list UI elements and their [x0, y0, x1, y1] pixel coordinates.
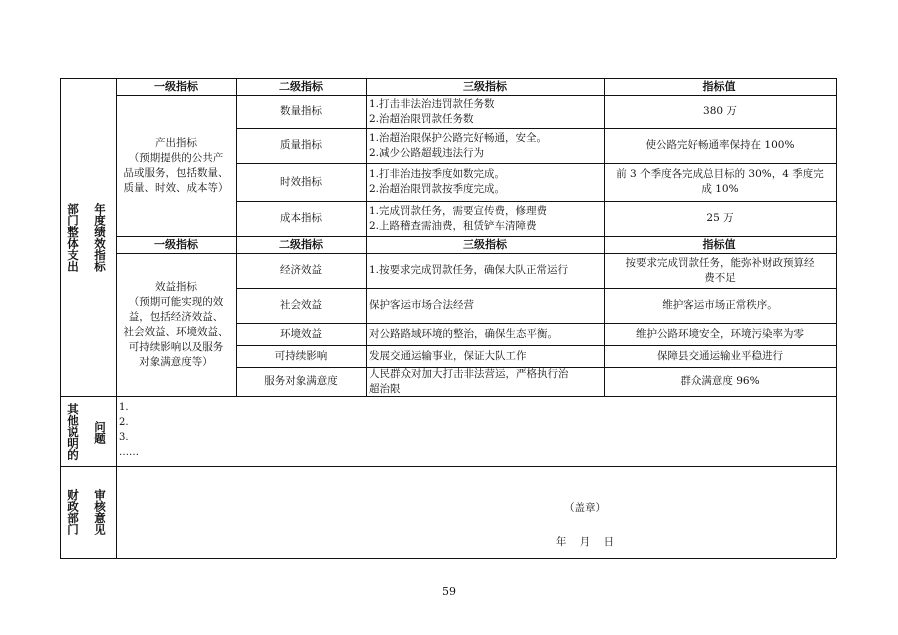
benefit-value-cell: 群众满意度 96%: [680, 375, 760, 387]
output-level3-cell: 1.完成罚款任务，需要宣传费，修理费 2.上路稽查需油费，租赁铲车清障费: [369, 204, 548, 232]
benefit-level3-cell: 发展交通运输事业，保证大队工作: [369, 349, 527, 362]
page-number: 59: [442, 585, 456, 598]
benefit-value-cell: 维护公路环境安全，环境污染率为零: [636, 327, 804, 340]
output-level3-cell: 1.打非治违按季度如数完成。 2.治超治限罚款按季度完成。: [369, 168, 506, 195]
output-level3-cell: 1.打击非法治违罚款任务数 2.治超治限罚款任务数: [369, 97, 495, 125]
benefit-level3-cell: 保护客运市场合法经营: [369, 299, 474, 311]
header-level1-2: 一级指标: [154, 238, 198, 251]
note-item: ……: [119, 447, 139, 458]
note-item: 2.: [119, 417, 129, 428]
output-value-cell: 使公路完好畅通率保持在 100%: [645, 139, 795, 151]
benefit-level2-cell: 环境效益: [280, 327, 322, 340]
benefit-level2-cell: 可持续影响: [274, 349, 328, 362]
header-level1: 一级指标: [154, 80, 198, 93]
header-level3: 三级指标: [463, 80, 507, 93]
header-level2: 二级指标: [279, 80, 323, 93]
date-text: 年 月 日: [555, 535, 615, 548]
header-level2-2: 二级指标: [279, 238, 323, 251]
header-value-2: 指标值: [702, 238, 736, 251]
benefit-level3-cell: 对公路路域环境的整治，确保生态平衡。: [369, 327, 558, 340]
output-level2-cell: 时效指标: [280, 175, 322, 188]
note-item: 1.: [119, 402, 129, 413]
header-value: 指标值: [702, 80, 736, 93]
annual-performance-indicator-label: 年度绩效指标: [93, 202, 107, 272]
seal-text: （盖章）: [564, 501, 606, 514]
output-value-cell: 前 3 个季度各完成总目标的 30%，4 季度完 成 10%: [616, 168, 824, 195]
benefit-level3-cell: 1.按要求完成罚款任务，确保大队正常运行: [369, 264, 569, 276]
benefit-value-cell: 维护客运市场正常秩序。: [662, 299, 778, 311]
output-level2-cell: 质量指标: [280, 139, 322, 151]
output-indicator-label: 产出指标 （预期提供的公共产 品或服务，包括数量、 质量、时效、成本等）: [123, 136, 229, 194]
dept-overall-expenditure-label: 部门整体支出: [66, 202, 80, 272]
table-rule: [836, 78, 837, 558]
finance-dept-label: 财政部门: [66, 489, 80, 535]
output-value-cell: 25 万: [706, 212, 734, 224]
benefit-value-cell: 按要求完成罚款任务，能弥补财政预算经 费不足: [625, 256, 815, 284]
benefit-level3-cell: 人民群众对加大打击非法营运，严格执行治 超治限: [369, 367, 569, 395]
other-notes-label: 其他说明的: [66, 403, 80, 461]
note-item: 3.: [119, 432, 129, 443]
output-value-cell: 380 万: [703, 105, 737, 117]
benefit-indicator-label: 效益指标 （预期可能实现的效 益，包括经济效益、 社会效益、环境效益、 可持续影响以及服务 对象满意度等）: [123, 280, 229, 368]
table-rule: [60, 558, 836, 559]
benefit-level2-cell: 服务对象满意度: [264, 375, 338, 387]
benefit-level2-cell: 社会效益: [280, 299, 322, 311]
benefit-level2-cell: 经济效益: [280, 264, 322, 276]
table-rule: [60, 466, 836, 467]
header-level3-2: 三级指标: [463, 238, 507, 251]
issues-label: 问题: [93, 420, 107, 444]
table-rule: [60, 78, 61, 558]
output-level2-cell: 数量指标: [280, 105, 322, 117]
review-opinion-label: 审核意见: [93, 489, 107, 535]
output-level3-cell: 1.治超治限保护公路完好畅通，安全。 2.减少公路超载违法行为: [369, 131, 548, 159]
other-notes-list: [116, 400, 416, 466]
output-level2-cell: 成本指标: [280, 212, 322, 224]
benefit-value-cell: 保障县交通运输业平稳进行: [657, 349, 783, 362]
